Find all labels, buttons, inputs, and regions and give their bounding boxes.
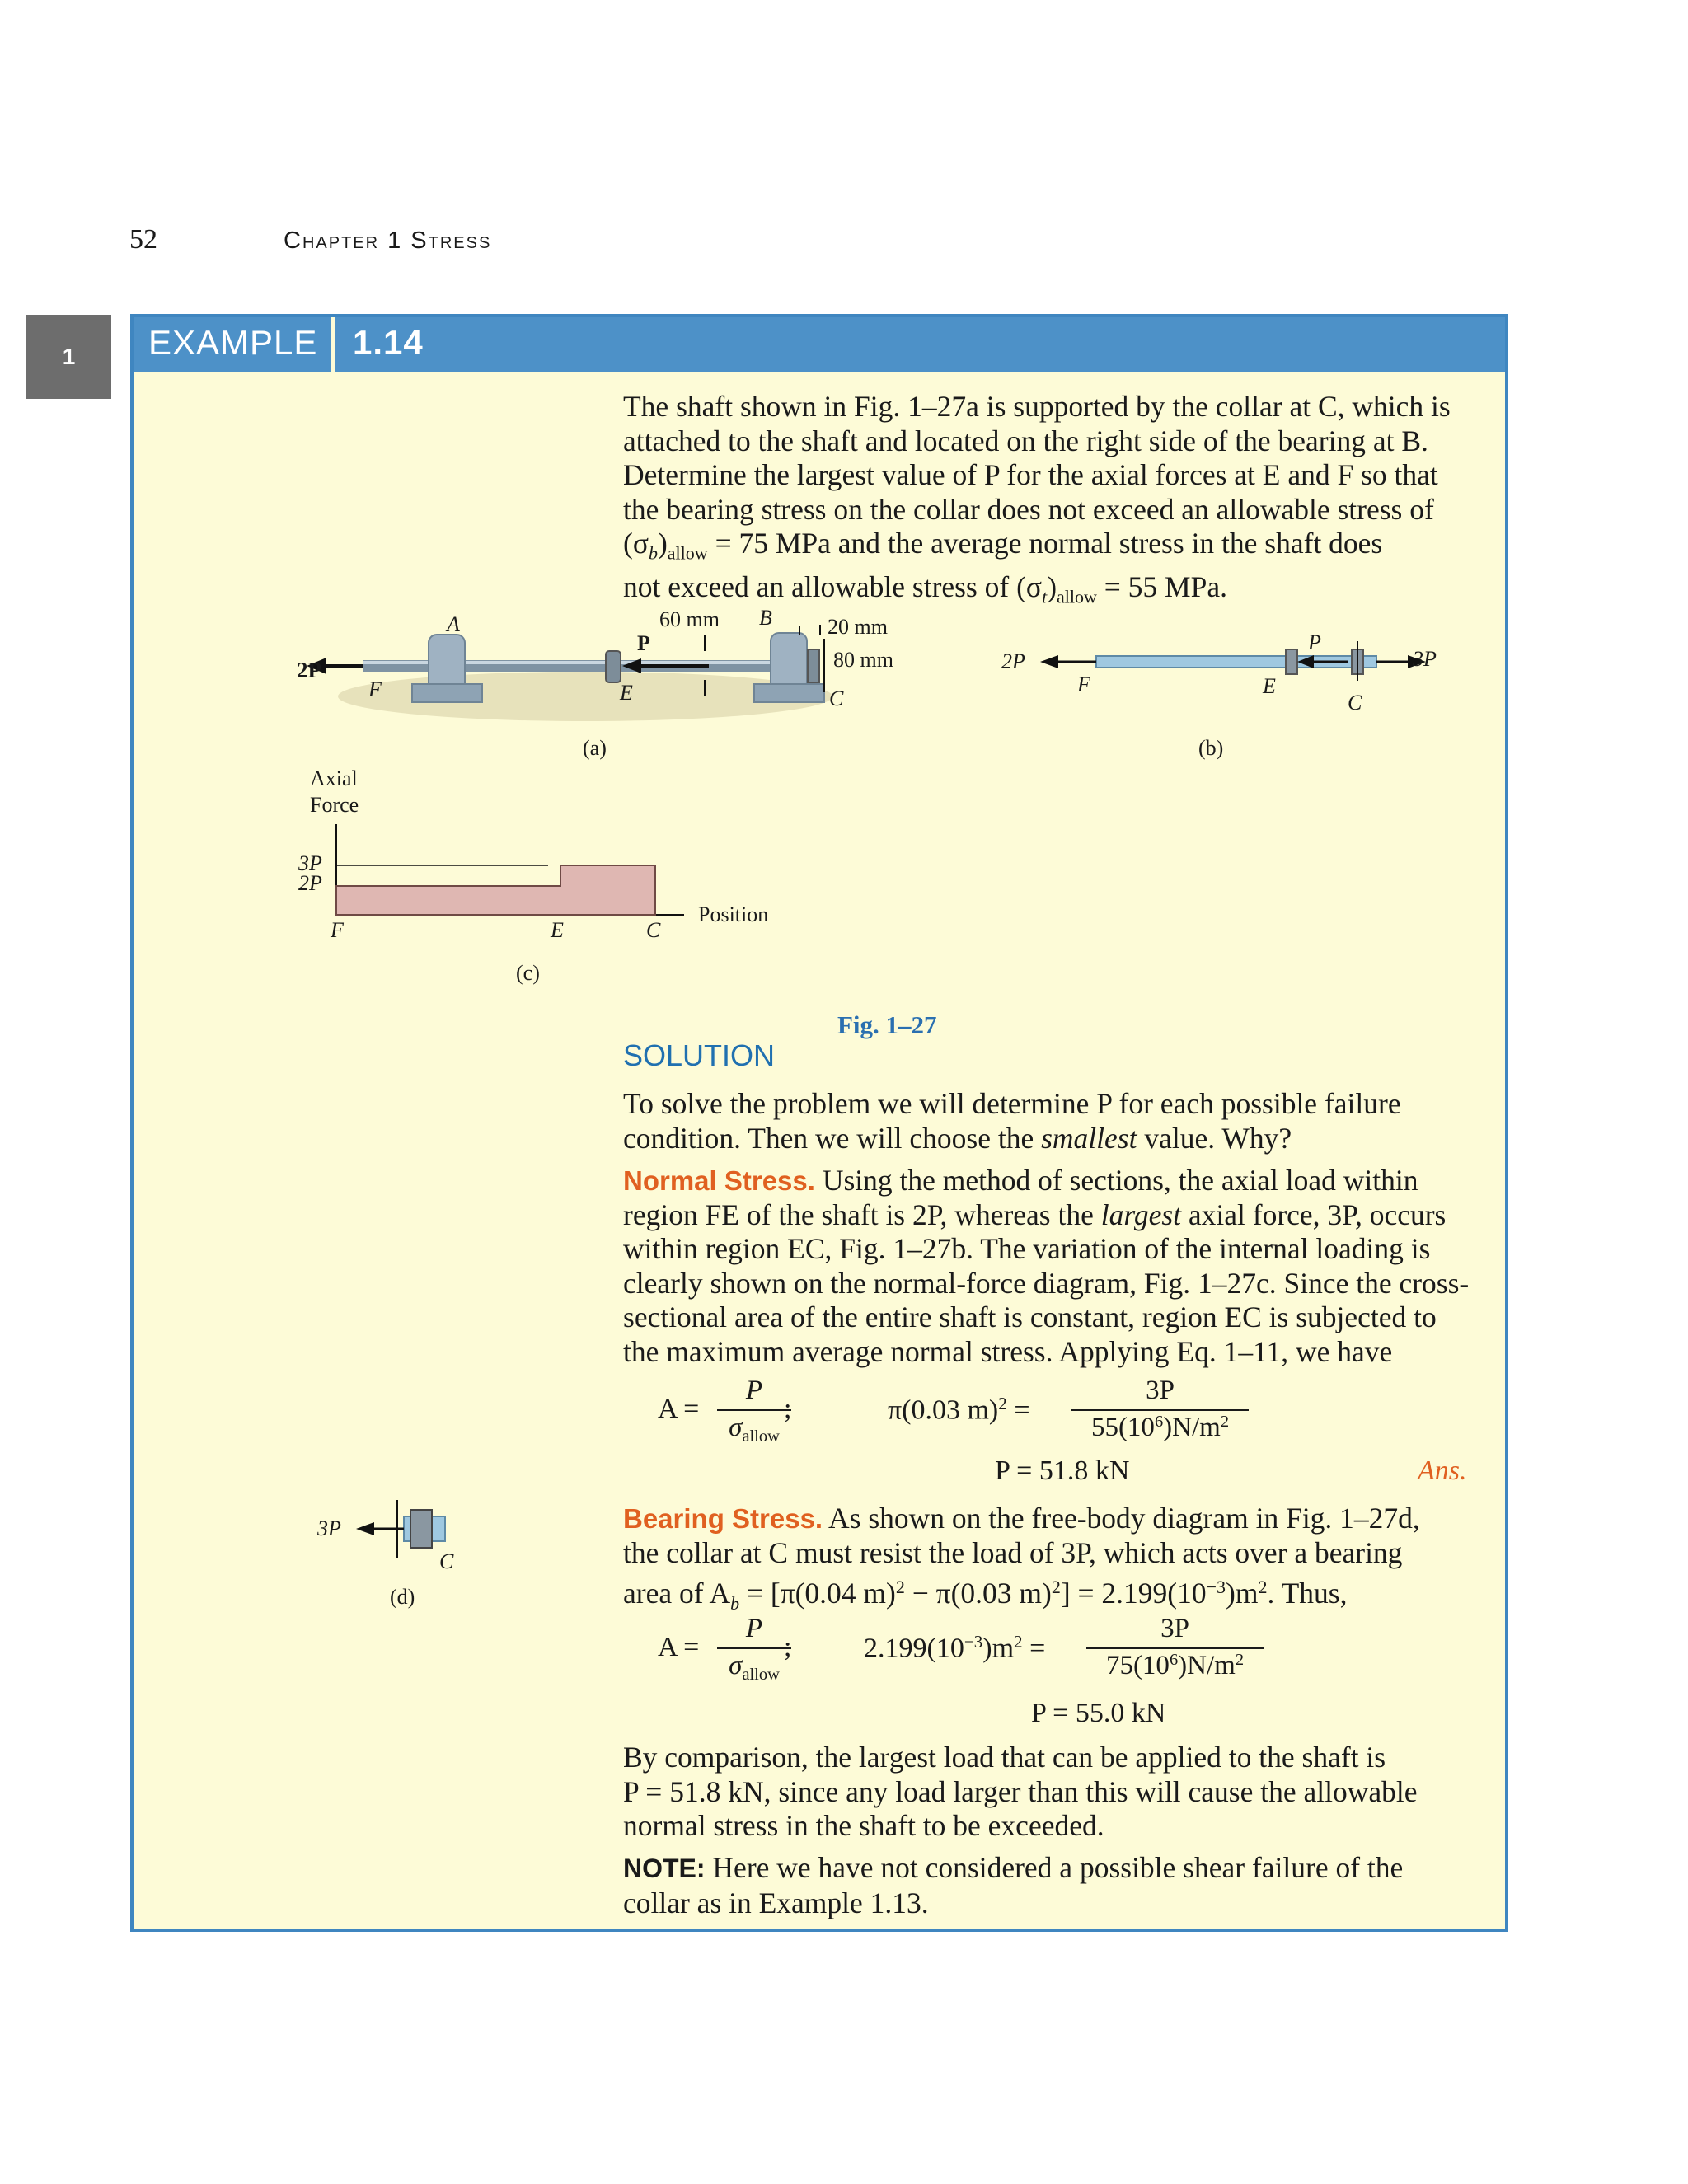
solution-line: clearly shown on the normal-force diagram, Fig. 1–27c. Since the cross- — [623, 1266, 1470, 1300]
figure-a-label-p: P — [637, 631, 650, 655]
figure-d-force-label: 3P — [317, 1516, 341, 1540]
figure-c-tick-2p: 2P — [298, 871, 322, 895]
collar-e — [1286, 649, 1297, 674]
figure-b-label-f: F — [1077, 673, 1090, 696]
solution-line: the collar at C must resist the load of 3P, which acts over a bearing — [623, 1535, 1403, 1569]
figure-c-y-title-1: Axial — [310, 766, 358, 790]
solution-line: within region EC, Fig. 1–27b. The variation of the internal loading is — [623, 1232, 1431, 1265]
problem-line: $(\sigma_b)_{allow} = 75$ MPa and the average normal stress in the shaft does — [623, 527, 1383, 564]
figure-b-caption: (b) — [1198, 736, 1224, 760]
figure-a-label-a: A — [447, 612, 460, 636]
figure-c-tick-3p: 3P — [298, 851, 322, 875]
figure-d-caption: (d) — [390, 1585, 415, 1609]
solution-line: Normal Stress. Using the method of sections, the axial load within — [623, 1164, 1418, 1197]
figure-b-label-e: E — [1263, 674, 1276, 698]
solution-line: collar as in Example 1.13. — [623, 1886, 929, 1919]
problem-line: not exceed an allowable stress of $(\sigma_t)_{allow} = 55$ MPa. — [623, 570, 1227, 607]
eq2-fraction: P $\sigma_{allow}$ — [717, 1614, 791, 1685]
figure-caption: Fig. 1–27 — [837, 1010, 937, 1039]
solution-line: Bearing Stress. As shown on the free-body diagram in Fig. 1–27d, — [623, 1502, 1420, 1535]
eq2-lhs: A = — [658, 1632, 700, 1662]
figure-c-tick-e: E — [551, 918, 564, 942]
collar-c — [410, 1510, 432, 1548]
solution-line: NOTE: Here we have not considered a possible shear failure of the — [623, 1851, 1404, 1884]
figure-a-force-label: 2P — [297, 658, 321, 682]
solution-line: P = 51.8 kN, since any load larger than this will cause the allowable — [623, 1774, 1418, 1808]
bearing-stress-heading: Bearing Stress. — [623, 1503, 823, 1534]
eq2-middle: $2.199(10^{-3})m^2$ = — [864, 1632, 1046, 1664]
solution-line: To solve the problem we will determine P for each possible failure — [623, 1087, 1401, 1120]
figure-b-label-c: C — [1348, 691, 1362, 715]
collar-e — [606, 651, 621, 682]
solution-intro — [623, 1087, 1475, 1155]
solution-line: area of $A_b = [\pi(0.04$ m)$^2$ − π(0.03 $m)^2] = 2.199(10^{-3})m^2$. Thus, — [623, 1577, 1348, 1614]
chapter-tab: 1 — [26, 315, 111, 399]
figure-c-caption: (c) — [516, 961, 540, 985]
example-label: EXAMPLE — [148, 323, 318, 362]
force-arrow-2p — [1040, 655, 1096, 668]
normal-stress-heading: Normal Stress. — [623, 1165, 815, 1196]
figure-a-label-e: E — [620, 681, 633, 705]
figure-b-force-label: 2P — [1001, 649, 1025, 673]
figure-c-y-title-2: Force — [310, 793, 359, 817]
figure-c-diagram — [321, 824, 734, 931]
problem-statement — [623, 390, 1475, 614]
figure-d-collar-fbd — [346, 1500, 478, 1566]
problem-line: the bearing stress on the collar does not exceed an allowable stress of — [623, 492, 1434, 526]
axial-force-area — [336, 865, 655, 915]
figure-a-dim-20: 20 mm — [828, 615, 888, 639]
bearing-stress-paragraph — [623, 1502, 1475, 1620]
figure-a-dim-60: 60 mm — [659, 607, 720, 631]
figure-a-dim-80: 80 mm — [833, 648, 893, 672]
note-heading: NOTE: — [623, 1854, 706, 1883]
answer-label: Ans. — [1418, 1455, 1467, 1486]
figure-c-x-title: Position — [698, 902, 769, 926]
solution-line: condition. Then we will choose the smallest value. Why? — [623, 1121, 1292, 1155]
result-2: P = 55.0 kN — [1031, 1698, 1166, 1728]
eq1-semicolon: ; — [784, 1394, 792, 1424]
problem-line: The shaft shown in Fig. 1–27a is supported by the collar at C, which is — [623, 390, 1451, 423]
figure-b-label-p: P — [1308, 630, 1321, 654]
figure-c-tick-c: C — [646, 918, 661, 942]
problem-line: attached to the shaft and located on the right side of the bearing at B. — [623, 424, 1428, 457]
figure-b-force-3p: 3P — [1413, 647, 1437, 671]
problem-line: Determine the largest value of P for the axial forces at E and F so that — [623, 458, 1438, 491]
result-1: P = 51.8 kN — [995, 1455, 1130, 1486]
comparison-paragraph — [623, 1741, 1475, 1844]
running-head: Chapter 1 Stress — [284, 227, 492, 254]
figure-c-tick-f: F — [331, 918, 344, 942]
figure-a-caption: (a) — [583, 736, 607, 760]
solution-line: By comparison, the largest load that can be applied to the shaft is — [623, 1741, 1386, 1774]
solution-line: normal stress in the shaft to be exceeded. — [623, 1809, 1104, 1842]
eq2-rhs-fraction: 3P $75(10^6)N/m^2$ — [1086, 1614, 1264, 1681]
eq1-rhs-fraction: 3P $55(10^6)N/m^2$ — [1071, 1376, 1249, 1443]
eq1-lhs: A = — [658, 1394, 700, 1424]
solution-heading: SOLUTION — [623, 1038, 776, 1072]
figure-a-label-f: F — [368, 677, 382, 701]
note-paragraph — [623, 1851, 1475, 1920]
page-number: 52 — [129, 224, 157, 255]
solution-line: sectional area of the entire shaft is constant, region EC is subjected to — [623, 1301, 1437, 1333]
example-header — [134, 317, 1505, 372]
eq2-semicolon: ; — [784, 1632, 792, 1662]
solution-line: the maximum average normal stress. Applying Eq. 1–11, we have — [623, 1334, 1393, 1368]
example-number: 1.14 — [353, 323, 424, 362]
figure-d-label-c: C — [439, 1549, 454, 1573]
figure-a-label-b: B — [759, 606, 772, 630]
figure-a-label-c: C — [829, 687, 844, 710]
normal-stress-paragraph — [623, 1164, 1475, 1369]
eq1-middle: π(0.03 m)$^2$ = — [888, 1394, 1030, 1426]
header-divider — [331, 317, 335, 372]
eq1-fraction: P $\sigma_{allow}$ — [717, 1376, 791, 1446]
solution-line: region FE of the shaft is 2P, whereas the largest axial force, 3P, occurs — [623, 1197, 1447, 1231]
